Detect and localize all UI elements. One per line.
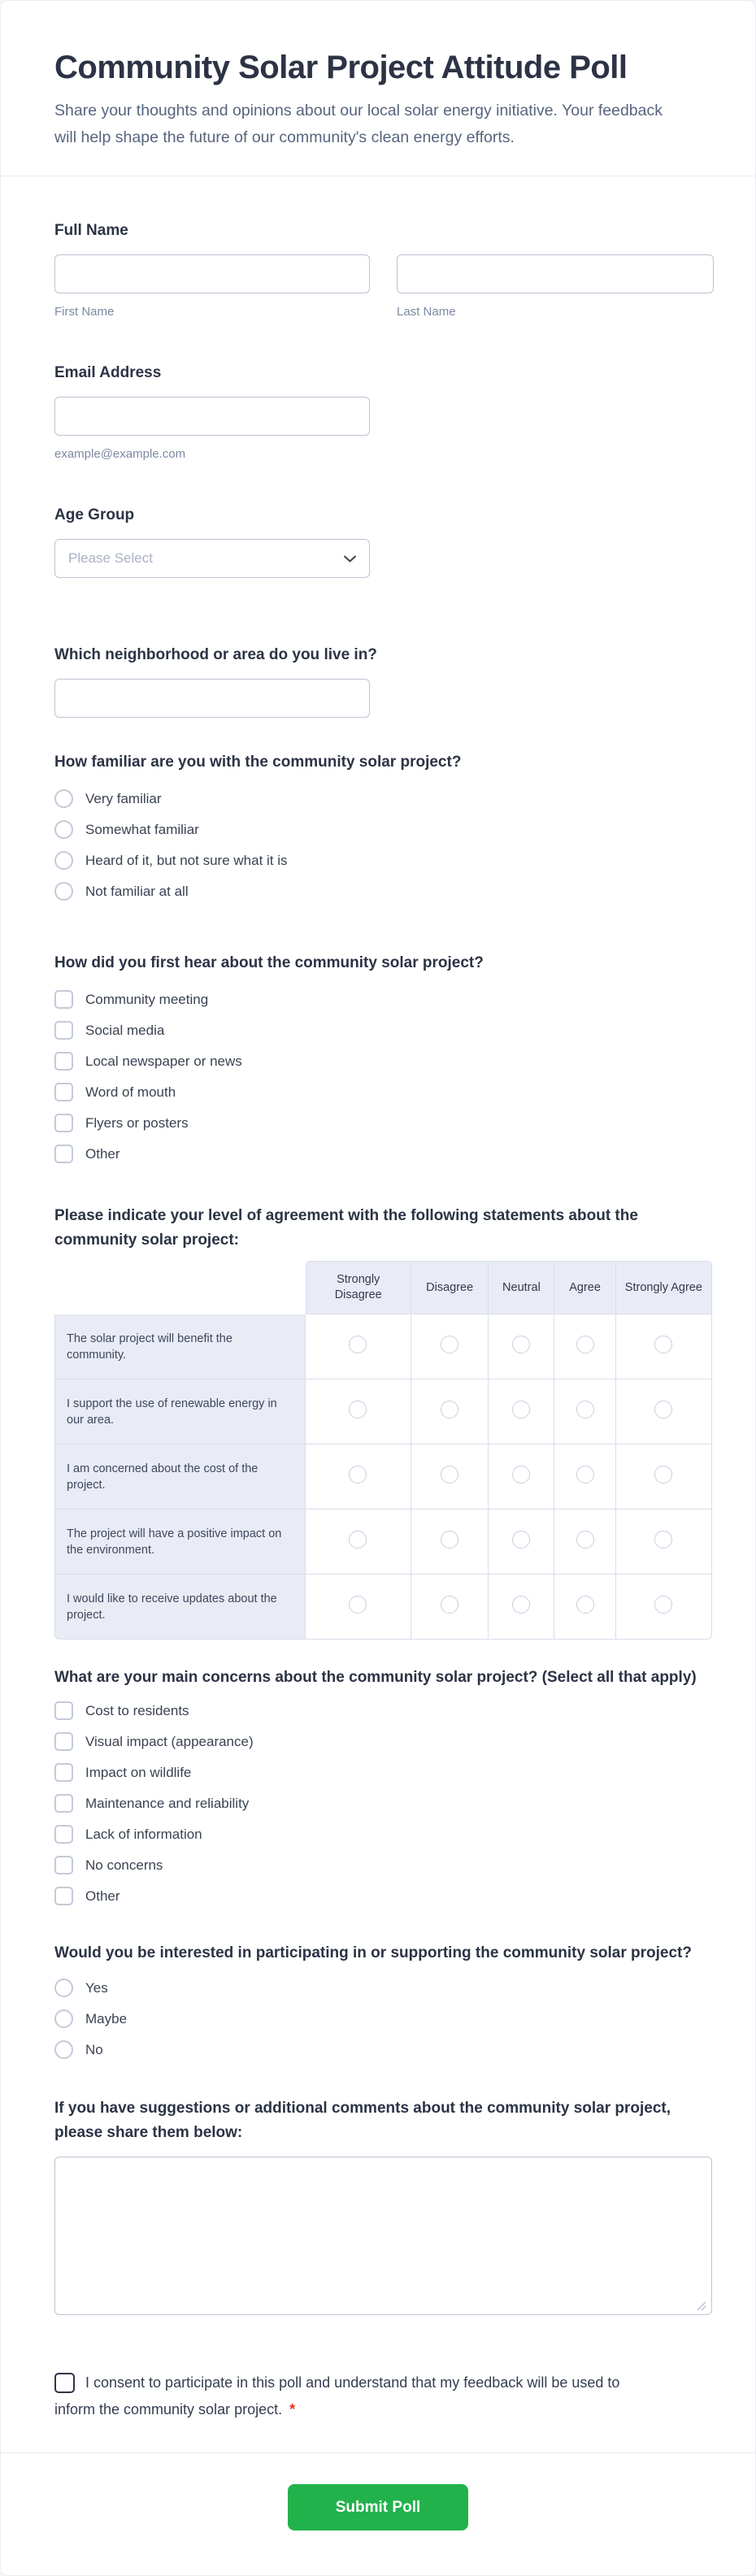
matrix-row-label: I am concerned about the cost of the project.: [54, 1444, 306, 1510]
heard-option: [54, 1145, 710, 1163]
checkbox-cost[interactable]: [54, 1701, 73, 1720]
radio-very-familiar[interactable]: [54, 789, 73, 808]
checkbox-social-media[interactable]: [54, 1021, 73, 1040]
familiarity-option: [54, 882, 710, 901]
neighborhood-label: Which neighborhood or area do you live in?: [54, 646, 377, 663]
checkbox-wildlife[interactable]: [54, 1763, 73, 1782]
option-label: Other: [85, 1888, 120, 1904]
matrix-radio[interactable]: [512, 1401, 530, 1418]
field-consent: [54, 2370, 623, 2423]
comments-textarea[interactable]: [54, 2157, 712, 2315]
field-full-name: [54, 219, 710, 319]
resize-handle-icon[interactable]: [697, 2301, 706, 2311]
matrix-radio[interactable]: [441, 1596, 458, 1614]
matrix-row-label: I would like to receive updates about the project.: [54, 1575, 306, 1640]
matrix-radio[interactable]: [512, 1466, 530, 1483]
matrix-col-header: Strongly Disagree: [306, 1261, 411, 1314]
radio-not-familiar[interactable]: [54, 882, 73, 901]
form-description: Share your thoughts and opinions about our local solar energy initiative. Your feedback will help shape the future of our community's clean energy efforts.: [54, 102, 663, 146]
checkbox-local-newspaper[interactable]: [54, 1052, 73, 1071]
email-sublabel: example@example.com: [54, 447, 186, 461]
form-header: [1, 1, 755, 176]
option-label: Word of mouth: [85, 1084, 176, 1100]
age-group-select[interactable]: [54, 539, 370, 578]
radio-maybe[interactable]: [54, 2009, 73, 2028]
matrix-col-header: Neutral: [489, 1261, 554, 1314]
radio-somewhat-familiar[interactable]: [54, 820, 73, 839]
option-label: No concerns: [85, 1857, 163, 1873]
concern-option: [54, 1887, 710, 1905]
chevron-down-icon: [344, 555, 356, 563]
matrix-row-label: The project will have a positive impact on the environment.: [54, 1510, 306, 1575]
matrix-radio[interactable]: [654, 1466, 672, 1483]
matrix-corner-cell: [54, 1261, 306, 1314]
heard-about-label: How did you first hear about the community solar project?: [54, 954, 484, 971]
option-label: Maybe: [85, 2011, 128, 2026]
consent-label: I consent to participate in this poll and understand that my feedback will be used to inform the community solar project.: [54, 2374, 620, 2417]
last-name-input[interactable]: [397, 254, 714, 293]
heard-option: [54, 1083, 710, 1101]
email-label: Email Address: [54, 364, 162, 381]
participation-option: [54, 2009, 710, 2028]
full-name-label: Full Name: [54, 222, 128, 239]
footer-divider: [1, 2452, 755, 2453]
field-email: [54, 361, 710, 461]
matrix-radio[interactable]: [576, 1466, 594, 1483]
concern-option: [54, 1856, 710, 1874]
checkbox-flyers[interactable]: [54, 1114, 73, 1132]
field-agreement-matrix: [54, 1204, 710, 1640]
first-name-sublabel: First Name: [54, 305, 115, 319]
matrix-radio[interactable]: [576, 1336, 594, 1353]
email-input[interactable]: [54, 397, 370, 436]
option-label: Lack of information: [85, 1827, 202, 1842]
matrix-col-header: Disagree: [411, 1261, 489, 1314]
first-name-input[interactable]: [54, 254, 370, 293]
option-label: Somewhat familiar: [85, 822, 199, 837]
participation-option: [54, 2040, 710, 2059]
option-label: Other: [85, 1146, 120, 1162]
matrix-radio[interactable]: [576, 1531, 594, 1549]
participation-option: [54, 1979, 710, 1997]
option-label: Community meeting: [85, 992, 209, 1007]
option-label: Local newspaper or news: [85, 1053, 242, 1069]
matrix-radio[interactable]: [441, 1401, 458, 1418]
option-label: Impact on wildlife: [85, 1765, 192, 1780]
matrix-radio[interactable]: [654, 1531, 672, 1549]
option-label: Heard of it, but not sure what it is: [85, 853, 288, 868]
matrix-radio[interactable]: [512, 1336, 530, 1353]
field-concerns: [54, 1666, 710, 1905]
option-label: Very familiar: [85, 791, 162, 806]
option-label: Maintenance and reliability: [85, 1796, 250, 1811]
checkbox-community-meeting[interactable]: [54, 990, 73, 1009]
concern-option: [54, 1732, 710, 1751]
field-heard-about: [54, 951, 710, 1163]
required-asterisk: *: [289, 2401, 296, 2417]
matrix-radio[interactable]: [512, 1531, 530, 1549]
matrix-radio[interactable]: [441, 1336, 458, 1353]
checkbox-lack-info[interactable]: [54, 1825, 73, 1844]
heard-option: [54, 1052, 710, 1071]
matrix-radio[interactable]: [654, 1336, 672, 1353]
option-label: Yes: [85, 1980, 108, 1996]
heard-option: [54, 1021, 710, 1040]
matrix-radio[interactable]: [349, 1531, 367, 1549]
matrix-radio[interactable]: [654, 1596, 672, 1614]
matrix-radio[interactable]: [512, 1596, 530, 1614]
comments-label: If you have suggestions or additional comments about the community solar project, please share them below:: [54, 2100, 671, 2141]
option-label: No: [85, 2042, 103, 2057]
field-participation: [54, 1941, 710, 2059]
option-label: Cost to residents: [85, 1703, 189, 1718]
checkbox-visual-impact[interactable]: [54, 1732, 73, 1751]
matrix-radio[interactable]: [349, 1401, 367, 1418]
agreement-matrix-table: [54, 1261, 712, 1640]
option-label: Not familiar at all: [85, 884, 189, 899]
field-age-group: [54, 503, 710, 578]
concern-option: [54, 1763, 710, 1782]
matrix-col-header: Agree: [554, 1261, 615, 1314]
concern-option: [54, 1825, 710, 1844]
concern-option: [54, 1701, 710, 1720]
concern-option: [54, 1794, 710, 1813]
option-label: Social media: [85, 1023, 165, 1038]
checkbox-maintenance[interactable]: [54, 1794, 73, 1813]
neighborhood-input[interactable]: [54, 679, 370, 718]
checkbox-word-of-mouth[interactable]: [54, 1083, 73, 1101]
heard-option: [54, 990, 710, 1009]
page-title: Community Solar Project Attitude Poll: [54, 50, 628, 85]
familiarity-option: [54, 820, 710, 839]
radio-no[interactable]: [54, 2040, 73, 2059]
matrix-radio[interactable]: [349, 1596, 367, 1614]
participation-label: Would you be interested in participating in or supporting the community solar project?: [54, 1944, 692, 1961]
checkbox-concern-other[interactable]: [54, 1887, 73, 1905]
form-body: [1, 219, 755, 2423]
checkbox-no-concerns[interactable]: [54, 1856, 73, 1874]
option-label: Visual impact (appearance): [85, 1734, 254, 1749]
matrix-row-label: The solar project will benefit the community.: [54, 1314, 306, 1379]
matrix-radio[interactable]: [441, 1466, 458, 1483]
matrix-row-label: I support the use of renewable energy in our area.: [54, 1379, 306, 1444]
matrix-radio[interactable]: [441, 1531, 458, 1549]
last-name-sublabel: Last Name: [397, 305, 456, 319]
familiarity-option: [54, 851, 710, 870]
checkbox-heard-other[interactable]: [54, 1145, 73, 1163]
age-group-label: Age Group: [54, 506, 135, 523]
matrix-radio[interactable]: [349, 1336, 367, 1353]
option-label: Flyers or posters: [85, 1115, 189, 1131]
consent-checkbox[interactable]: [54, 2373, 75, 2393]
matrix-radio[interactable]: [349, 1466, 367, 1483]
matrix-label: Please indicate your level of agreement with the following statements about the community solar project:: [54, 1207, 638, 1249]
field-comments: [54, 2096, 710, 2319]
familiarity-label: How familiar are you with the community solar project?: [54, 754, 462, 771]
submit-button[interactable]: Submit Poll: [288, 2484, 468, 2530]
matrix-radio[interactable]: [654, 1401, 672, 1418]
familiarity-option: [54, 789, 710, 808]
matrix-radio[interactable]: [576, 1596, 594, 1614]
radio-heard-of-it[interactable]: [54, 851, 73, 870]
radio-yes[interactable]: [54, 1979, 73, 1997]
field-familiarity: [54, 750, 710, 901]
matrix-col-header: Strongly Agree: [616, 1261, 712, 1314]
heard-option: [54, 1114, 710, 1132]
matrix-radio[interactable]: [576, 1401, 594, 1418]
field-neighborhood: [54, 643, 710, 718]
concerns-label: What are your main concerns about the community solar project? (Select all that apply): [54, 1669, 697, 1686]
age-group-selected-value: Please Select: [68, 550, 153, 566]
